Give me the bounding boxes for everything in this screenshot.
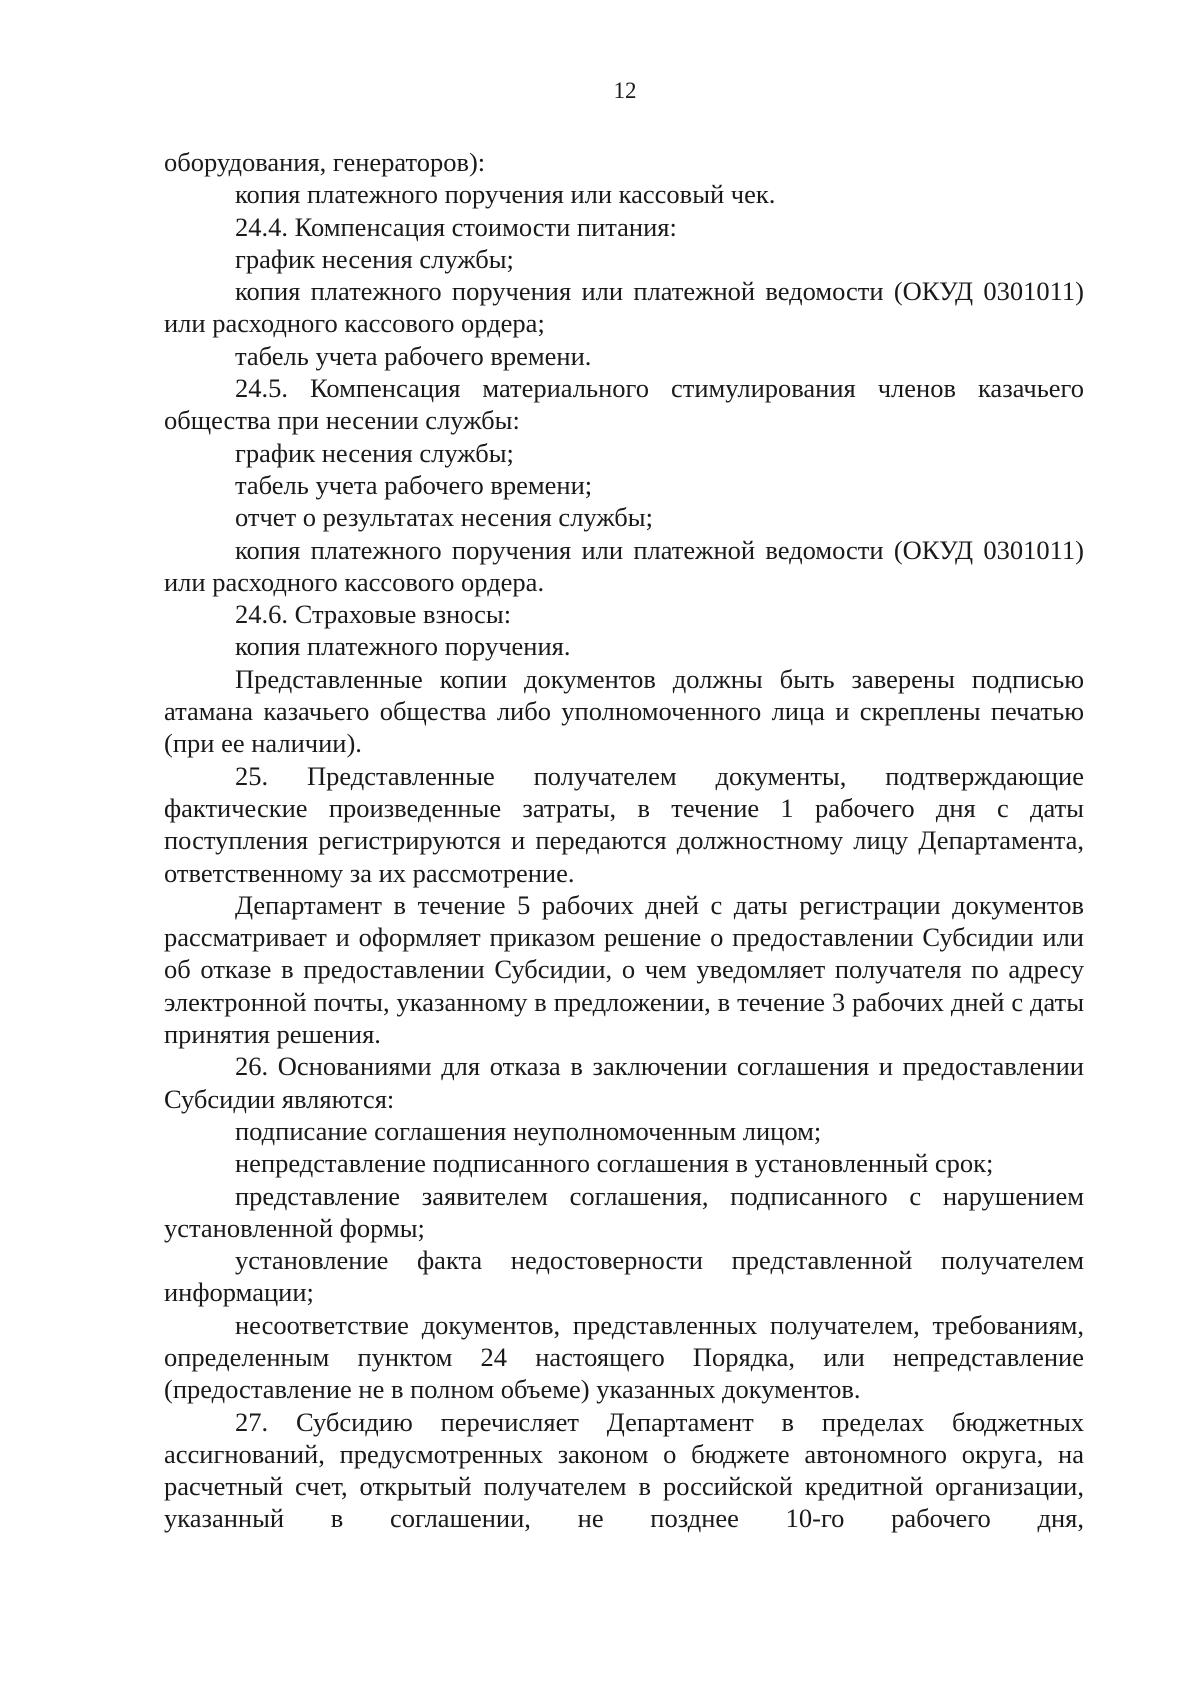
- paragraph: табель учета рабочего времени;: [235, 469, 593, 500]
- paragraph: копия платежного поручения или платежной ведомости (ОКУД 0301011) или расходного кассового ордера.: [164, 534, 1084, 597]
- paragraph: оборудования, генераторов):: [164, 147, 486, 177]
- document-body: [164, 146, 1084, 1535]
- paragraph: 24.5. Компенсация материального стимулирования членов казачьего общества при несении службы:: [164, 373, 1084, 436]
- paragraph: 26. Основаниями для отказа в заключении соглашения и предоставлении Субсидии являются:: [164, 1051, 1084, 1114]
- paragraph: Представленные копии документов должны быть заверены подписью атамана казачьего общества либо уполномоченного лица и скреплены печатью (при ее наличии).: [164, 663, 1084, 759]
- paragraph: 24.4. Компенсация стоимости питания:: [235, 211, 677, 242]
- paragraph: 27. Субсидию перечисляет Департамент в пределах бюджетных ассигнований, предусмотренных законом о бюджете автономного округа, на расчетный счет, открытый получателем в российской кредитной организации, указанный в соглашении, не позднее 10-го рабочего дня,: [164, 1406, 1084, 1534]
- paragraph: копия платежного поручения или кассовый чек.: [235, 179, 776, 210]
- paragraph: график несения службы;: [235, 437, 514, 468]
- paragraph: Департамент в течение 5 рабочих дней с даты регистрации документов рассматривает и оформляет приказом решение о предоставлении Субсидии или об отказе в предоставлении Субсидии, о чем уведомляет получателя по адресу электронной почты, указанному в предложении, в течение 3 рабочих дней с даты принятия решения.: [164, 889, 1084, 1050]
- paragraph: непредставление подписанного соглашения в установленный срок;: [235, 1148, 994, 1179]
- paragraph: несоответствие документов, представленных получателем, требованиям, определенным пунктом 24 настоящего Порядка, или непредставление (предоставление не в полном объеме) указанных документов.: [164, 1309, 1084, 1405]
- paragraph: установление факта недостоверности представленной получателем информации;: [164, 1245, 1084, 1308]
- paragraph: график несения службы;: [235, 243, 514, 274]
- paragraph: подписание соглашения неуполномоченным лицом;: [235, 1115, 822, 1146]
- paragraph: копия платежного поручения.: [235, 631, 571, 662]
- paragraph: табель учета рабочего времени.: [235, 340, 592, 371]
- paragraph: 25. Представленные получателем документы, подтверждающие фактические произведенные затраты, в течение 1 рабочего дня с даты поступления регистрируются и передаются должностному лицу Департамента, ответственному за их рассмотрение.: [164, 760, 1084, 888]
- paragraph: копия платежного поручения или платежной ведомости (ОКУД 0301011) или расходного кассового ордера;: [164, 276, 1084, 339]
- paragraph: 24.6. Страховые взносы:: [235, 599, 512, 630]
- page-number: 12: [613, 78, 637, 103]
- paragraph: отчет о результатах несения службы;: [235, 502, 653, 533]
- paragraph: представление заявителем соглашения, подписанного с нарушением установленной формы;: [164, 1180, 1084, 1243]
